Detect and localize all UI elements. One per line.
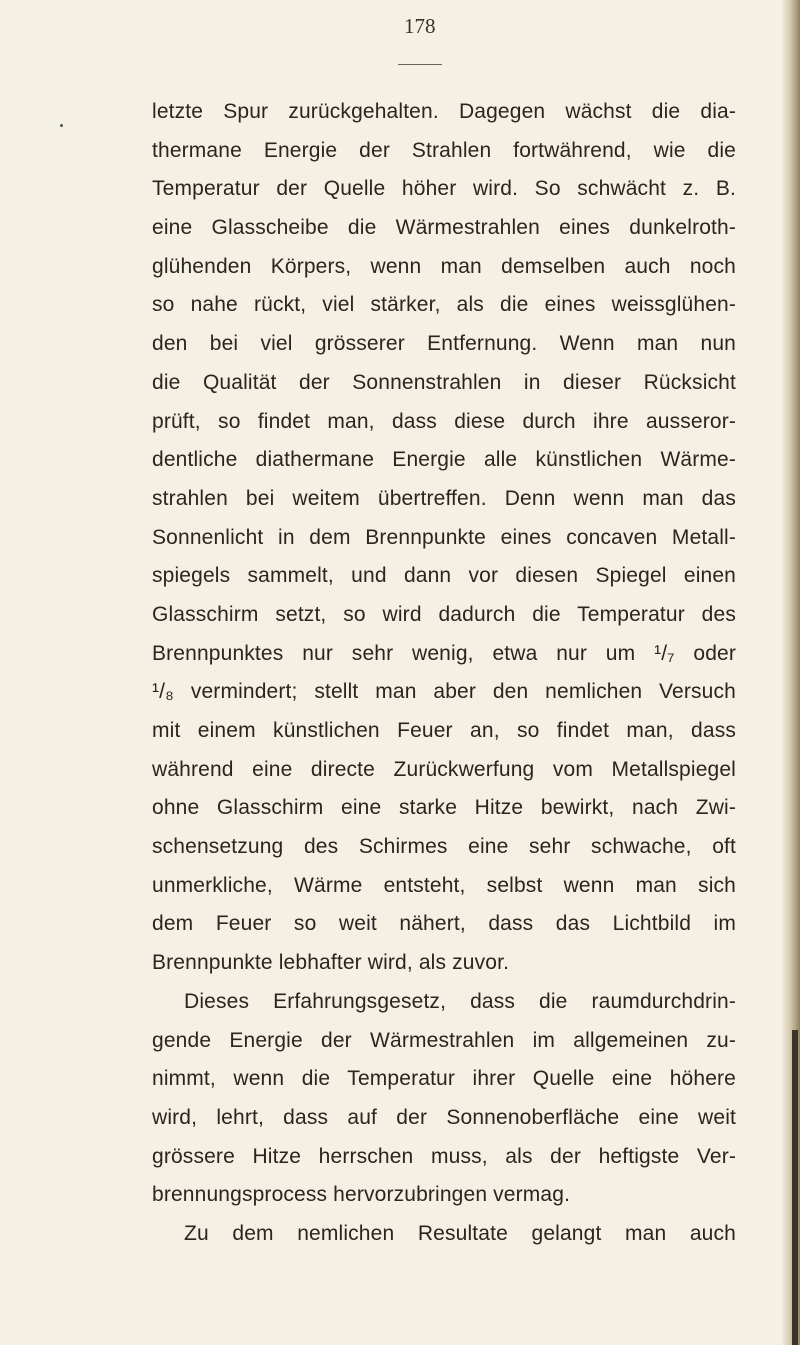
text-line: während eine directe Zurückwerfung vom Metallspiegel xyxy=(152,757,736,781)
text-line: gende Energie der Wärmestrahlen im allgemeinen zu- xyxy=(152,1028,736,1052)
text-line: nimmt, wenn die Temperatur ihrer Quelle eine höhere xyxy=(152,1067,736,1091)
text-line: dem Feuer so weit nähert, dass das Lichtbild im xyxy=(152,912,736,936)
text-line: ¹/₈ vermindert; stellt man aber den nemlichen Versuch xyxy=(152,680,736,704)
text-line: Temperatur der Quelle höher wird. So schwächt z. B. xyxy=(152,177,736,201)
text-line: unmerkliche, Wärme entsteht, selbst wenn man sich xyxy=(152,873,736,897)
text-line: so nahe rückt, viel stärker, als die eines weissglühen- xyxy=(152,293,736,317)
text-line: thermane Energie der Strahlen fortwährend, wie die xyxy=(152,138,736,162)
paragraph-start-line: Zu dem nemlichen Resultate gelangt man auch xyxy=(184,1221,736,1245)
text-line: prüft, so findet man, dass diese durch ihre ausseror- xyxy=(152,409,736,433)
margin-mark xyxy=(60,124,63,127)
text-line: glühenden Körpers, wenn man demselben auch noch xyxy=(152,254,736,278)
text-line: Glasschirm setzt, so wird dadurch die Temperatur des xyxy=(152,602,736,626)
text-line: schensetzung des Schirmes eine sehr schwache, oft xyxy=(152,835,736,859)
text-line: spiegels sammelt, und dann vor diesen Spiegel einen xyxy=(152,564,736,588)
text-line: grössere Hitze herrschen muss, als der heftigste Ver- xyxy=(152,1144,736,1168)
text-line: eine Glasscheibe die Wärmestrahlen eines dunkelroth- xyxy=(152,216,736,240)
text-line: Sonnenlicht in dem Brennpunkte eines concaven Metall- xyxy=(152,525,736,549)
text-line: die Qualität der Sonnenstrahlen in dieser Rücksicht xyxy=(152,370,736,394)
paragraph-start-line: Dieses Erfahrungsgesetz, dass die raumdurchdrin- xyxy=(184,989,736,1013)
text-line: mit einem künstlichen Feuer an, so findet man, dass xyxy=(152,719,736,742)
page-number-rule xyxy=(398,64,442,65)
text-line: wird, lehrt, dass auf der Sonnenoberfläche eine weit xyxy=(152,1105,736,1129)
text-line: den bei viel grösserer Entfernung. Wenn man nun xyxy=(152,332,736,356)
text-line: letzte Spur zurückgehalten. Dagegen wächst die dia- xyxy=(152,100,736,123)
text-line: dentliche diathermane Energie alle künstlichen Wärme- xyxy=(152,448,736,472)
page-edge-shadow xyxy=(792,1030,798,1345)
text-line: Brennpunktes nur sehr wenig, etwa nur um ¹/₇ oder xyxy=(152,641,736,665)
text-line: brennungsprocess hervorzubringen vermag. xyxy=(152,1183,571,1207)
text-line: ohne Glasschirm eine starke Hitze bewirkt, nach Zwi- xyxy=(152,796,736,820)
text-line: Brennpunkte lebhafter wird, als zuvor. xyxy=(152,951,510,975)
text-line: strahlen bei weitem übertreffen. Denn wenn man das xyxy=(152,486,736,510)
page-number: 178 xyxy=(404,14,436,38)
body-text xyxy=(152,93,736,1254)
